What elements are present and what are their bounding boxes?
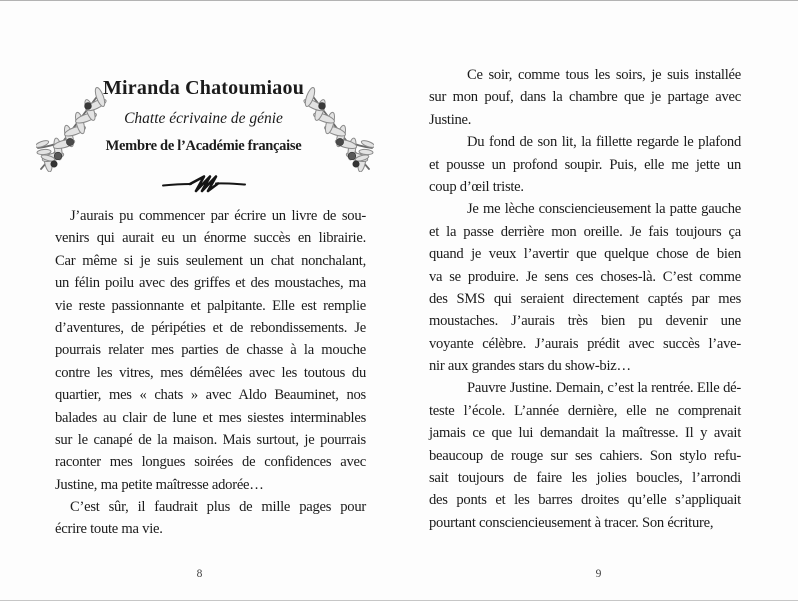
page-number-left: 8 [196,568,203,580]
text-line: Du fond de son lit, la fillette regarde le plafond [467,134,741,151]
text-line: des SMS qui seraient directement captés par mes [429,290,741,307]
text-line: jamais ce que lui demandait la maîtresse. Il y avait [429,425,741,442]
left-page [55,1,366,601]
text-line: écrire toute ma vie. [55,521,163,538]
paragraph [55,496,366,541]
text-line: sur le canapé de la maison. Mais surtout, je pourrais [55,431,366,448]
text-line: teste l’école. L’année dernière, elle ne comprenait [429,402,741,419]
text-line: Je me lèche consciencieusement la patte gauche [467,201,741,218]
page-number-right: 9 [595,568,602,580]
text-line: quartier, mes « chats » avec Aldo Beauminet, nos [55,387,366,404]
text-line: C’est sûr, il faudrait plus de mille pages pour [70,499,366,516]
text-line: Ce soir, comme tous les soirs, je suis installée [467,67,741,83]
right-page-text [429,64,741,534]
paragraph [429,131,741,198]
text-line: un félin poilu avec des griffes et des moustaches, ma [55,275,366,292]
author-affiliation: Membre de l’Académie française [105,138,302,154]
text-line: balades au clair de lune et mes siestes interminables [55,409,366,426]
paragraph [429,198,741,377]
text-line: moustaches. J’aurais très bien pu devenir une [429,313,741,330]
text-line: vie reste passionnante et palpitante. Elle est remplie [55,297,366,314]
left-page-text [55,205,366,541]
author-subtitle: Chatte écrivaine de génie [124,110,283,127]
text-line: pourrais relater mes parties de chasse à la mouche [55,342,366,359]
text-line: voyante célèbre. J’aurais prédit avec succès l’ave- [429,335,741,352]
text-line: Justine. [429,111,472,128]
text-line: sur mon pouf, dans la chambre que je partage avec [429,89,741,106]
text-line: va se produire. Je sens ces choses-là. C’est comme [429,268,741,285]
text-line: sait toujours de faire les jolies boucles, l’arrondi [429,470,741,487]
text-line: et la passe derrière mon oreille. Je fais toujours ça [429,223,741,240]
text-line: Car même si je suis seulement un chat nonchalant, [55,252,366,269]
text-line: venirs qui aurait eu un énorme succès en librairie. [55,230,366,247]
text-line: coup d’œil triste. [429,178,524,195]
text-line: nir aux grandes stars du show-biz… [429,358,631,375]
squiggle-divider-icon [48,172,359,201]
author-title: Miranda Chatoumiaou [102,77,305,99]
text-line: des ponts et les barres droites qu’elle s’appliquait [429,492,741,509]
text-line: et pousse un profond soupir. Puis, elle me jette un [429,156,741,173]
paragraph [55,205,366,496]
text-line: raconter mes longues soirées de confidences avec [55,454,366,471]
text-line: contre les vitres, mes démêlées avec les toutous du [55,364,366,381]
text-line: Justine, ma petite maîtresse adorée… [55,476,264,493]
text-line: J’aurais pu commencer par écrire un livre de sou- [70,208,366,224]
text-line: d’aventures, de péripéties et de rebondissements. Je [55,319,366,336]
text-line: beaucoup de rouge sur ses cahiers. Son stylo refu- [429,447,741,464]
text-line: quand je veux l’avertir que quelque chose de bien [429,246,741,263]
paragraph [429,64,741,131]
paragraph [429,377,741,534]
text-line: Pauvre Justine. Demain, c’est la rentrée. Elle dé- [467,380,741,397]
text-line: pourtant consciencieusement à tracer. Son écriture, [429,514,714,531]
right-page [429,1,741,601]
